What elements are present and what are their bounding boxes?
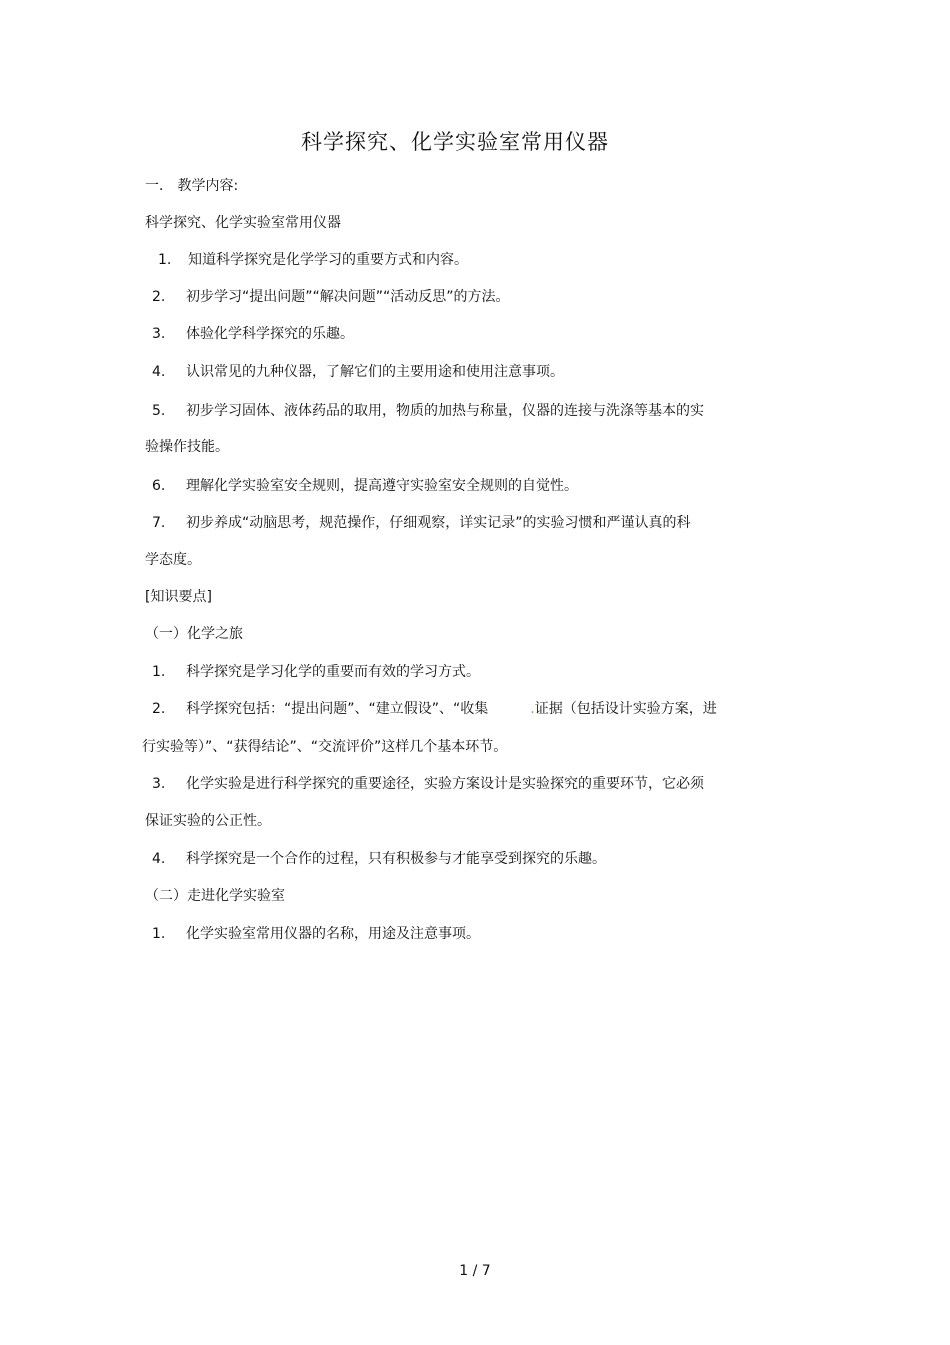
item-text: 科学探究是学习化学的重要而有效的学习方式。: [186, 664, 480, 680]
section-heading: 一． 教学内容:: [145, 178, 239, 194]
item-number: 2.: [152, 289, 166, 305]
item-number: 4.: [152, 364, 166, 380]
item-text: 知道科学探究是化学学习的重要方式和内容。: [188, 252, 468, 268]
part1-heading: （一）化学之旅: [145, 626, 243, 642]
list-item: [152, 699, 717, 719]
item-text: 初步养成“动脑思考，规范操作，仔细观察，详实记录”的实验习惯和严谨认真的科: [186, 515, 691, 531]
document-title: 科学探究、化学实验室常用仪器: [301, 130, 609, 154]
item-text: 体验化学科学探究的乐趣。: [186, 326, 354, 342]
list-item: [152, 362, 564, 382]
list-item: [152, 324, 354, 344]
list-item: [152, 924, 480, 944]
item-text: 科学探究是一个合作的过程，只有积极参与才能享受到探究的乐趣。: [186, 851, 606, 867]
item-number: 1.: [152, 664, 166, 680]
item-number: 1.: [158, 252, 172, 268]
marker-dot: .: [530, 701, 535, 717]
item-number: 3.: [152, 776, 166, 792]
part2-heading: （二）走进化学实验室: [145, 888, 285, 904]
list-item: [152, 662, 480, 682]
item-text: 证据（包括设计实验方案，进: [534, 701, 717, 717]
list-item: [152, 849, 606, 869]
page-indicator: 1 / 7: [459, 1263, 491, 1279]
item-text: 初步学习“提出问题”“解决问题”“活动反思”的方法。: [186, 289, 510, 305]
list-item: [158, 250, 468, 270]
list-item: [152, 401, 704, 421]
item-number: 1.: [152, 926, 166, 942]
list-item-continuation: 学态度。: [145, 552, 201, 568]
list-item-continuation: 验操作技能。: [145, 439, 229, 455]
list-item: [152, 476, 578, 496]
item-text: 化学实验是进行科学探究的重要途径，实验方案设计是实验探究的重要环节，它必须: [186, 776, 704, 792]
list-item: [152, 287, 510, 307]
item-text: 认识常见的九种仪器，了解它们的主要用途和使用注意事项。: [186, 364, 564, 380]
item-number: 2.: [152, 701, 166, 717]
section-subtitle: 科学探究、化学实验室常用仪器: [145, 215, 341, 231]
item-number: 7.: [152, 515, 166, 531]
list-item: [152, 513, 691, 533]
item-number: 5.: [152, 403, 166, 419]
item-text: 初步学习固体、液体药品的取用，物质的加热与称量，仪器的连接与洗涤等基本的实: [186, 403, 704, 419]
item-number: 4.: [152, 851, 166, 867]
list-item: [152, 774, 704, 794]
item-text: 理解化学实验室安全规则，提高遵守实验室安全规则的自觉性。: [186, 478, 578, 494]
item-text: 科学探究包括：“提出问题”、“建立假设”、“收集: [186, 701, 489, 717]
item-text: 化学实验室常用仪器的名称，用途及注意事项。: [186, 926, 480, 942]
knowledge-heading: [知识要点]: [145, 589, 212, 605]
list-item-continuation: 行实验等）”、“获得结论”、“交流评价”这样几个基本环节。: [142, 739, 508, 755]
item-number: 3.: [152, 326, 166, 342]
item-number: 6.: [152, 478, 166, 494]
list-item-continuation: 保证实验的公正性。: [145, 813, 271, 829]
